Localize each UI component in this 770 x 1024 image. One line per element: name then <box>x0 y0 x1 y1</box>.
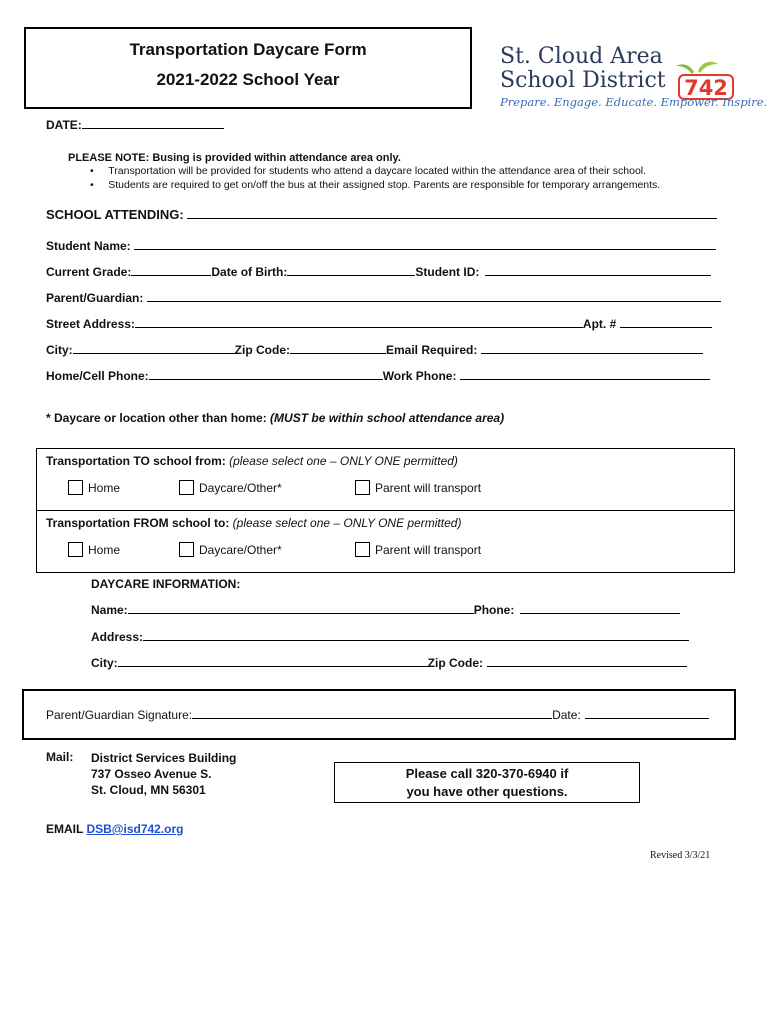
city-label: City: <box>46 343 73 357</box>
logo-line1: St. Cloud Area <box>500 44 663 69</box>
to-school-option-home[interactable] <box>68 480 120 495</box>
home-cell-phone-label: Home/Cell Phone: <box>46 369 149 383</box>
to-school-parent-checkbox[interactable] <box>355 480 370 495</box>
school-year: 2021-2022 School Year <box>156 70 340 89</box>
date-label: DATE: <box>46 118 82 132</box>
daycare-city-line[interactable] <box>118 666 428 667</box>
notice-bullet-2-text: Students are required to get on/off the bus at their assigned stop. Parents are responsible for temporary arrangements. <box>108 179 661 191</box>
help-callout-line-1: Please call 320-370-6940 if <box>405 766 569 781</box>
daycare-zip-label: Zip Code: <box>427 656 483 670</box>
help-callout <box>334 762 640 803</box>
from-school-hint: (please select one – ONLY ONE permitted) <box>229 516 462 530</box>
student-name-label: Student Name: <box>46 239 131 253</box>
daycare-zip-line[interactable] <box>487 666 687 667</box>
logo-number: 742 <box>684 76 728 100</box>
daycare-name-phone-row <box>91 603 680 617</box>
revised-date: Revised 3/3/21 <box>650 850 711 861</box>
mail-line-3: St. Cloud, MN 56301 <box>91 783 206 797</box>
notice-bullet-1-text: Transportation will be provided for students who attend a daycare located within the attendance area of their school. <box>108 165 647 177</box>
apt-label: Apt. # <box>582 317 617 331</box>
current-grade-line[interactable] <box>131 275 211 276</box>
daycare-city-zip-row <box>91 656 687 670</box>
daycare-address-line[interactable] <box>143 640 689 641</box>
home-cell-phone-line[interactable] <box>149 379 383 380</box>
city-zip-email-row <box>46 343 703 357</box>
work-phone-label: Work Phone: <box>382 369 457 383</box>
grade-dob-id-row <box>46 265 711 279</box>
school-attending-row <box>46 207 717 222</box>
signature-line[interactable] <box>192 718 552 719</box>
email-row <box>46 822 184 836</box>
title-box <box>24 27 472 109</box>
student-name-row <box>46 239 716 253</box>
school-attending-label: SCHOOL ATTENDING: <box>46 207 184 222</box>
daycare-phone-line[interactable] <box>520 613 680 614</box>
date-input-line[interactable] <box>82 128 224 129</box>
daycare-phone-label: Phone: <box>473 603 515 617</box>
to-school-label: Transportation TO school from: <box>46 454 226 468</box>
street-address-label: Street Address: <box>46 317 135 331</box>
from-school-home-checkbox[interactable] <box>68 542 83 557</box>
notice-bullet-1: • Transportation will be provided for students who attend a daycare located within the attendance area of their school. <box>90 165 647 177</box>
notice-bullet-2: • Students are required to get on/off the bus at their assigned stop. Parents are responsible for temporary arrangements. <box>90 179 661 191</box>
from-school-home-label: Home <box>88 543 121 557</box>
from-school-label: Transportation FROM school to: <box>46 516 230 530</box>
student-id-label: Student ID: <box>415 265 480 279</box>
date-row <box>46 118 224 132</box>
signature-date-label: Date: <box>552 708 581 722</box>
to-school-daycare-label: Daycare/Other* <box>199 481 282 495</box>
parent-guardian-line[interactable] <box>147 301 721 302</box>
zip-code-label: Zip Code: <box>234 343 290 357</box>
from-school-option-daycare[interactable] <box>179 542 282 557</box>
daycare-city-label: City: <box>91 656 118 670</box>
form-title: Transportation Daycare Form <box>129 40 367 59</box>
to-school-daycare-checkbox[interactable] <box>179 480 194 495</box>
from-school-parent-label: Parent will transport <box>375 543 482 557</box>
from-school-heading <box>46 516 461 530</box>
from-school-daycare-checkbox[interactable] <box>179 542 194 557</box>
daycare-name-label: Name: <box>91 603 128 617</box>
daycare-name-line[interactable] <box>128 613 474 614</box>
apt-line[interactable] <box>620 327 712 328</box>
to-school-parent-label: Parent will transport <box>375 481 482 495</box>
mail-label: Mail: <box>46 750 74 764</box>
notice-heading: PLEASE NOTE: Busing is provided within attendance area only. <box>68 152 401 164</box>
signature-label: Parent/Guardian Signature: <box>46 708 193 722</box>
date-of-birth-line[interactable] <box>287 275 415 276</box>
current-grade-label: Current Grade: <box>46 265 132 279</box>
daycare-address-label: Address: <box>91 630 144 644</box>
from-school-daycare-label: Daycare/Other* <box>199 543 282 557</box>
phone-row <box>46 369 710 383</box>
signature-row <box>46 708 709 722</box>
daycare-note-prefix: * Daycare or location other than home: <box>46 411 271 425</box>
to-school-heading <box>46 454 458 468</box>
daycare-info-heading: DAYCARE INFORMATION: <box>91 577 241 591</box>
parent-guardian-label: Parent/Guardian: <box>46 291 144 305</box>
zip-code-line[interactable] <box>290 353 386 354</box>
to-school-hint: (please select one – ONLY ONE permitted) <box>225 454 458 468</box>
logo-tagline: Prepare. Engage. Educate. Empower. Inspire. <box>500 95 768 109</box>
mail-address <box>91 750 236 798</box>
to-school-option-daycare[interactable] <box>179 480 282 495</box>
street-address-row <box>46 317 712 331</box>
mail-line-1: District Services Building <box>91 751 237 765</box>
logo-line2: School District <box>500 68 666 93</box>
daycare-address-row <box>91 630 689 644</box>
from-school-option-home[interactable] <box>68 542 120 557</box>
email-required-label: Email Required: <box>386 343 478 357</box>
email-label: EMAIL <box>46 822 87 836</box>
from-school-option-parent[interactable] <box>355 542 481 557</box>
to-school-home-label: Home <box>88 481 121 495</box>
city-line[interactable] <box>73 353 235 354</box>
help-callout-line-2: you have other questions. <box>406 784 568 799</box>
parent-guardian-row <box>46 291 721 305</box>
email-required-line[interactable] <box>481 353 703 354</box>
to-school-option-parent[interactable] <box>355 480 481 495</box>
from-school-parent-checkbox[interactable] <box>355 542 370 557</box>
date-of-birth-label: Date of Birth: <box>211 265 288 279</box>
daycare-note <box>46 411 504 425</box>
to-school-home-checkbox[interactable] <box>68 480 83 495</box>
school-attending-line[interactable] <box>187 218 717 219</box>
work-phone-line[interactable] <box>460 379 710 380</box>
mail-line-2: 737 Osseo Avenue S. <box>91 767 212 781</box>
street-address-line[interactable] <box>135 327 583 328</box>
daycare-note-emphasis: (MUST be within school attendance area) <box>270 411 505 425</box>
signature-date-line[interactable] <box>585 718 709 719</box>
email-link[interactable]: DSB@isd742.org <box>86 822 184 836</box>
student-name-line[interactable] <box>134 249 716 250</box>
student-id-line[interactable] <box>485 275 711 276</box>
